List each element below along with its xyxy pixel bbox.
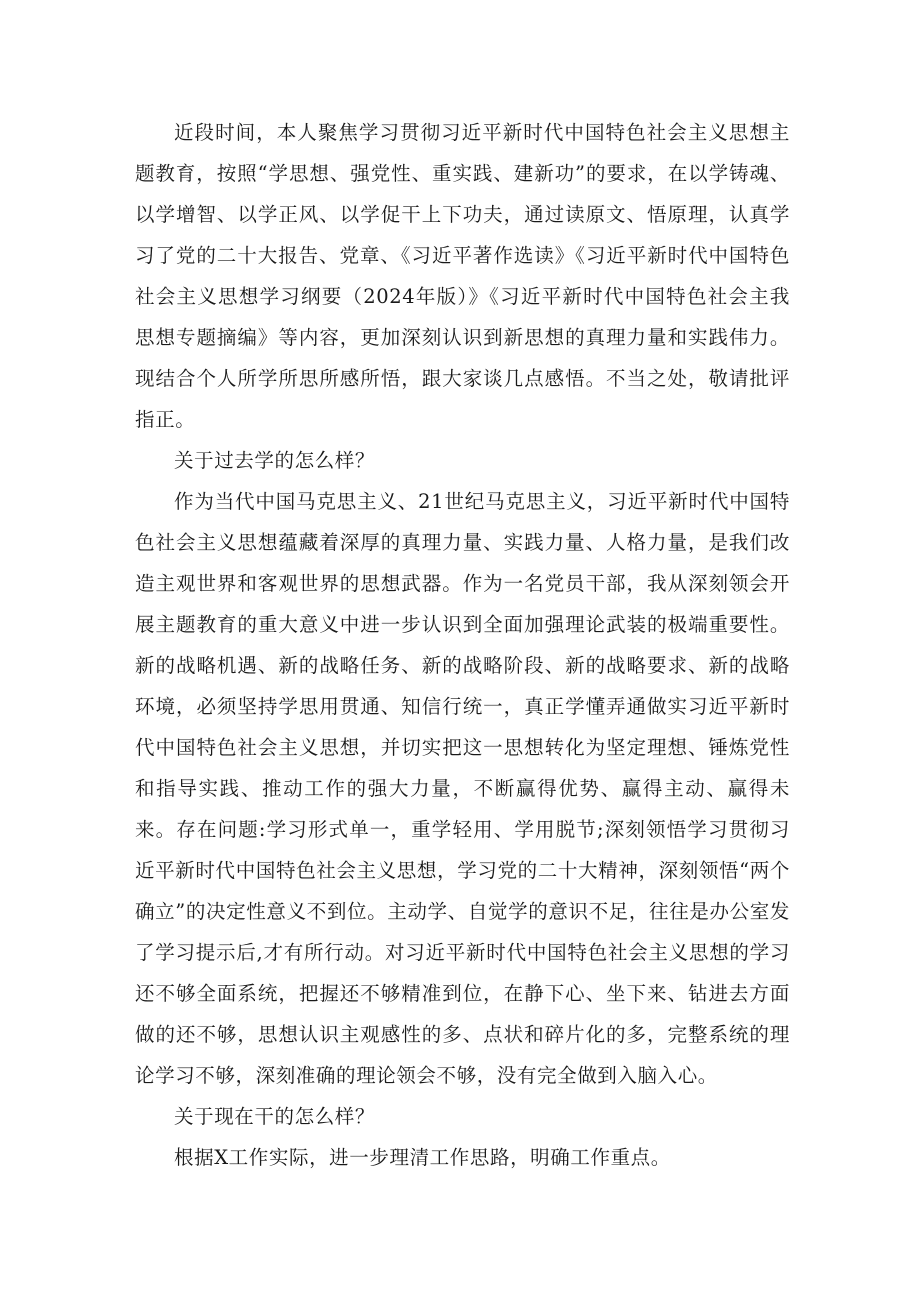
section-heading-current-work: 关于现在干的怎么样？ (174, 1105, 376, 1128)
section-heading-past-study: 关于过去学的怎么样？ (174, 449, 376, 472)
document-body (135, 112, 790, 1178)
intro-paragraph: 近段时间，本人聚焦学习贯彻习近平新时代中国特色社会主义思想主题教育，按照“学思想、强党性、重实践、建新功”的要求，在以学铸魂、以学增智、以学正风、以学促干上下功夫，通过读原文、悟原理，认真学习了党的二十大报告、党章、《习近平著作选读》《习近平新时代中国特色社会主义思想学习纲要（2024年版）》《习近平新时代中国特色社会主我思想专题摘编》等内容，更加深刻认识到新思想的真理力量和实践伟力。现结合个人所学所思所感所悟，跟大家谈几点感悟。不当之处，敬请批评指正。 (135, 121, 790, 431)
past-study-paragraph: 作为当代中国马克思主义、21世纪马克思主义，习近平新时代中国特色社会主义思想蕴藏着深厚的真理力量、实践力量、人格力量，是我们改造主观世界和客观世界的思想武器。作为一名党员干部，我从深刻领会开展主题教育的重大意义中进一步认识到全面加强理论武装的极端重要性。新的战略机遇、新的战略任务、新的战略阶段、新的战略要求、新的战略环境，必须坚持学思用贯通、知信行统一，真正学懂弄通做实习近平新时代中国特色社会主义思想，并切实把这一思想转化为坚定理想、锤炼党性和指导实践、推动工作的强大力量，不断赢得优势、赢得主动、赢得未来。存在问题:学习形式单一，重学轻用、学用脱节;深刻领悟学习贯彻习近平新时代中国特色社会主义思想，学习党的二十大精神，深刻领悟“两个确立”的决定性意义不到位。主动学、自觉学的意识不足，往往是办公室发了学习提示后,才有所行动。对习近平新时代中国特色社会主义思想的学习还不够全面系统，把握还不够精准到位，在静下心、坐下来、钻进去方面做的还不够，思想认识主观感性的多、点状和碎片化的多，完整系统的理论学习不够，深刻准确的理论领会不够，没有完全做到入脑入心。 (135, 490, 790, 1087)
current-work-paragraph: 根据X工作实际，进一步理清工作思路，明确工作重点。 (174, 1146, 671, 1169)
